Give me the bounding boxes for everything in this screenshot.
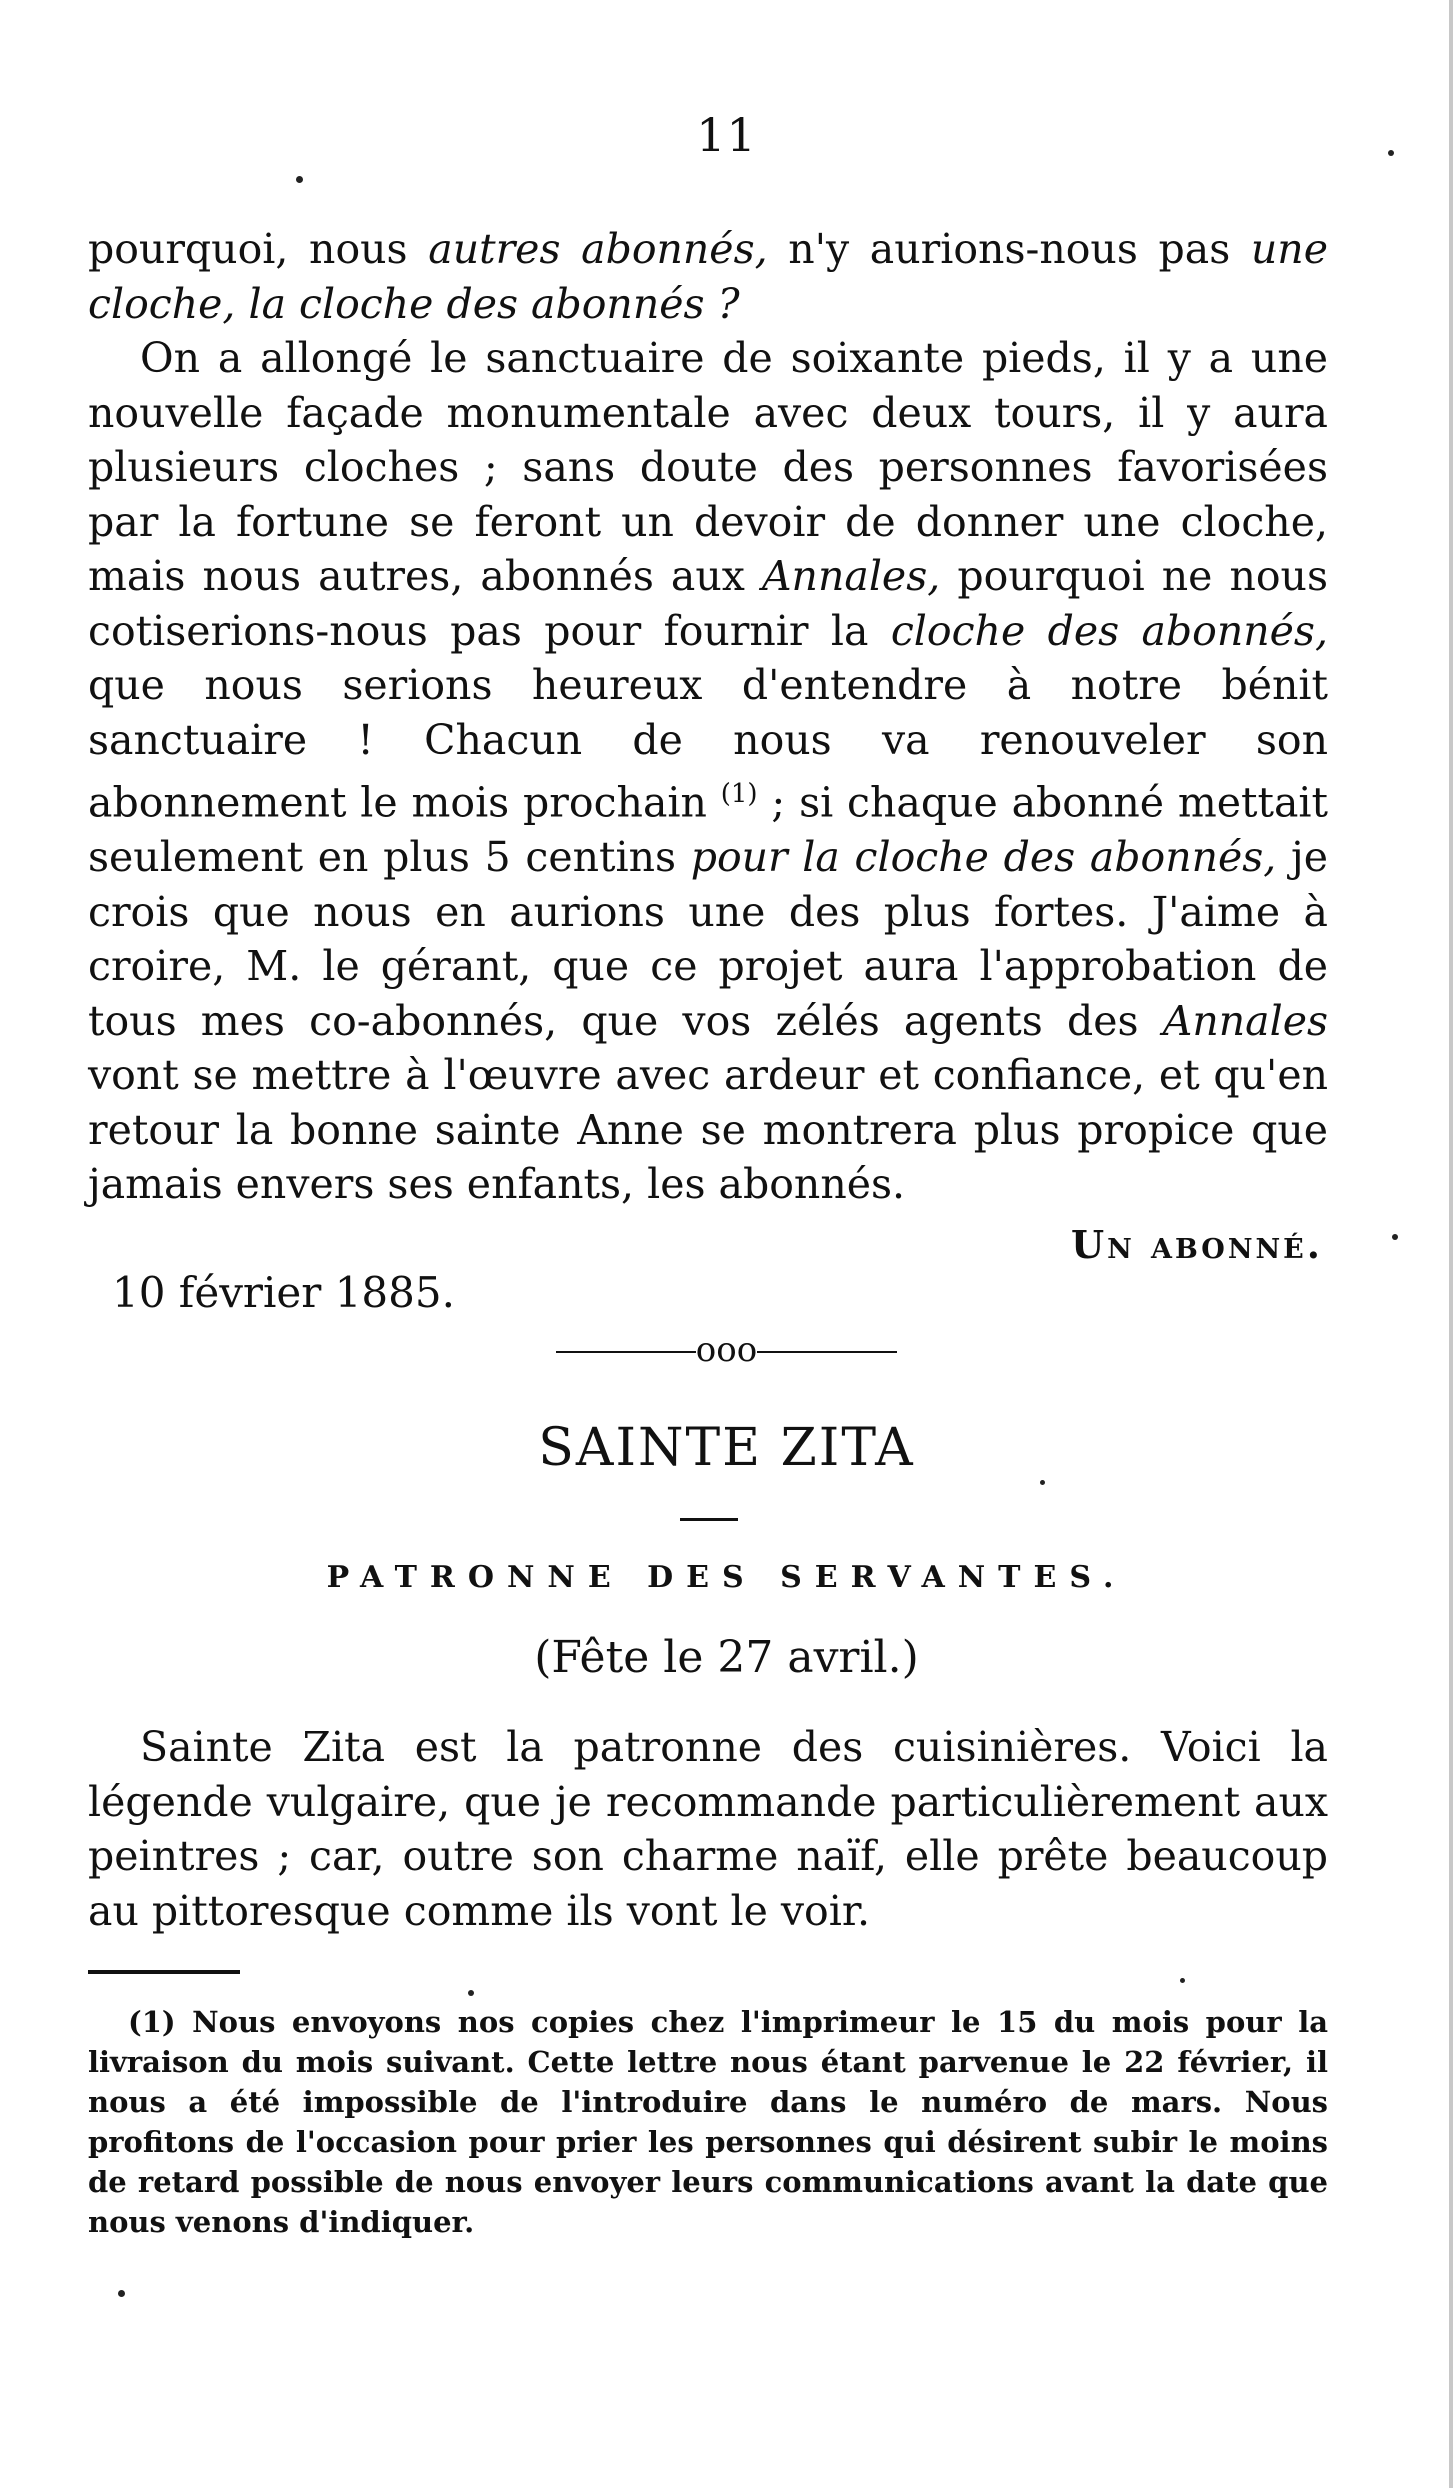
text-run: que nous serions heureux d'entendre à notre bénit sanctuaire ! Chacun de nous va renouveler son abonnement le mois prochain bbox=[88, 661, 1328, 827]
italic-run: cloche des abonnés, bbox=[890, 606, 1329, 655]
footnote-text: (1) Nous envoyons nos copies chez l'imprimeur le 15 du mois pour la livraison du mois suivant. Cette lettre nous étant parvenue le 22 février, il nous a été impossible de l'introduire dans le numéro de mars. Nous profitons de l'occasion pour prier les personnes qui désirent subir le moins de retard possible de nous envoyer leurs communications avant la date que nous venons d'indiquer. bbox=[88, 2005, 1328, 2239]
text-run: ; si chaque abonné mettait seulement en plus 5 centins bbox=[88, 778, 1329, 882]
footnote-rule bbox=[88, 1970, 240, 1974]
feast-date: (Fête le 27 avril.) bbox=[534, 1632, 919, 1683]
text-run: pourquoi ne nous cotiserions-nous pas pour fournir la bbox=[88, 552, 1328, 655]
text-run: On a allongé le sanctuaire de soixante pieds, il y a une nouvelle façade monumentale avec deux tours, il y aura plusieurs cloches ; sans doute des personnes favorisées par la fortune se feront un devoir de donner une cloche, mais nous autres, abonnés aux bbox=[88, 334, 1328, 600]
ink-speck bbox=[468, 1990, 474, 1996]
ink-speck bbox=[296, 176, 303, 183]
letter-date: 10 février 1885. bbox=[112, 1268, 455, 1317]
signature: Un abonné. bbox=[1070, 1222, 1323, 1267]
ink-speck bbox=[1040, 1480, 1045, 1485]
text-run: je crois que nous en aurions une des plus fortes. J'aime à croire, M. le gérant, que ce projet aura l'approbation de tous mes co-abonnés, que vos zélés agents des bbox=[88, 833, 1329, 1045]
page-number: 11 bbox=[696, 108, 757, 162]
article-subtitle: PATRONNE DES SERVANTES. bbox=[326, 1560, 1127, 1595]
italic-run: Annales bbox=[1162, 996, 1328, 1045]
separator-line bbox=[556, 1351, 696, 1353]
italic-run: une cloche, la cloche des abonnés ? bbox=[88, 225, 1328, 328]
text-run: n'y aurions-nous pas bbox=[767, 225, 1251, 273]
ink-speck bbox=[1388, 150, 1394, 156]
footnote bbox=[88, 2002, 1328, 2242]
ink-speck bbox=[118, 2290, 125, 2297]
title-rule bbox=[680, 1518, 738, 1521]
section-separator bbox=[0, 1330, 1453, 1370]
letter-paragraph-1 bbox=[88, 222, 1328, 331]
ink-speck bbox=[1392, 1234, 1398, 1240]
ink-speck bbox=[1180, 1978, 1185, 1983]
article-paragraph: Sainte Zita est la patronne des cuisinières. Voici la légende vulgaire, que je recommande particulièrement aux peintres ; car, outre son charme naïf, elle prête beaucoup au pittoresque comme ils vont le voir. bbox=[88, 1723, 1328, 1935]
text-run: vont se mettre à l'œuvre avec ardeur et confiance, et qu'en retour la bonne sainte Anne se montrera plus propice que jamais envers ses enfants, les abonnés. bbox=[88, 1051, 1328, 1209]
footnote-reference: (1) bbox=[720, 779, 758, 809]
separator-line bbox=[757, 1351, 897, 1353]
italic-run: pour la cloche des abonnés, bbox=[690, 833, 1277, 882]
text-run: pourquoi, nous bbox=[88, 225, 429, 273]
article-title: SAINTE ZITA bbox=[538, 1418, 915, 1478]
letter-paragraph-2 bbox=[88, 331, 1328, 1212]
italic-run: Annales, bbox=[761, 552, 941, 600]
letter-body bbox=[88, 222, 1328, 1212]
italic-run: autres abonnés, bbox=[428, 225, 768, 273]
separator-text: ooo bbox=[695, 1330, 758, 1370]
article-body bbox=[88, 1720, 1328, 1938]
page-edge bbox=[1449, 0, 1453, 2488]
